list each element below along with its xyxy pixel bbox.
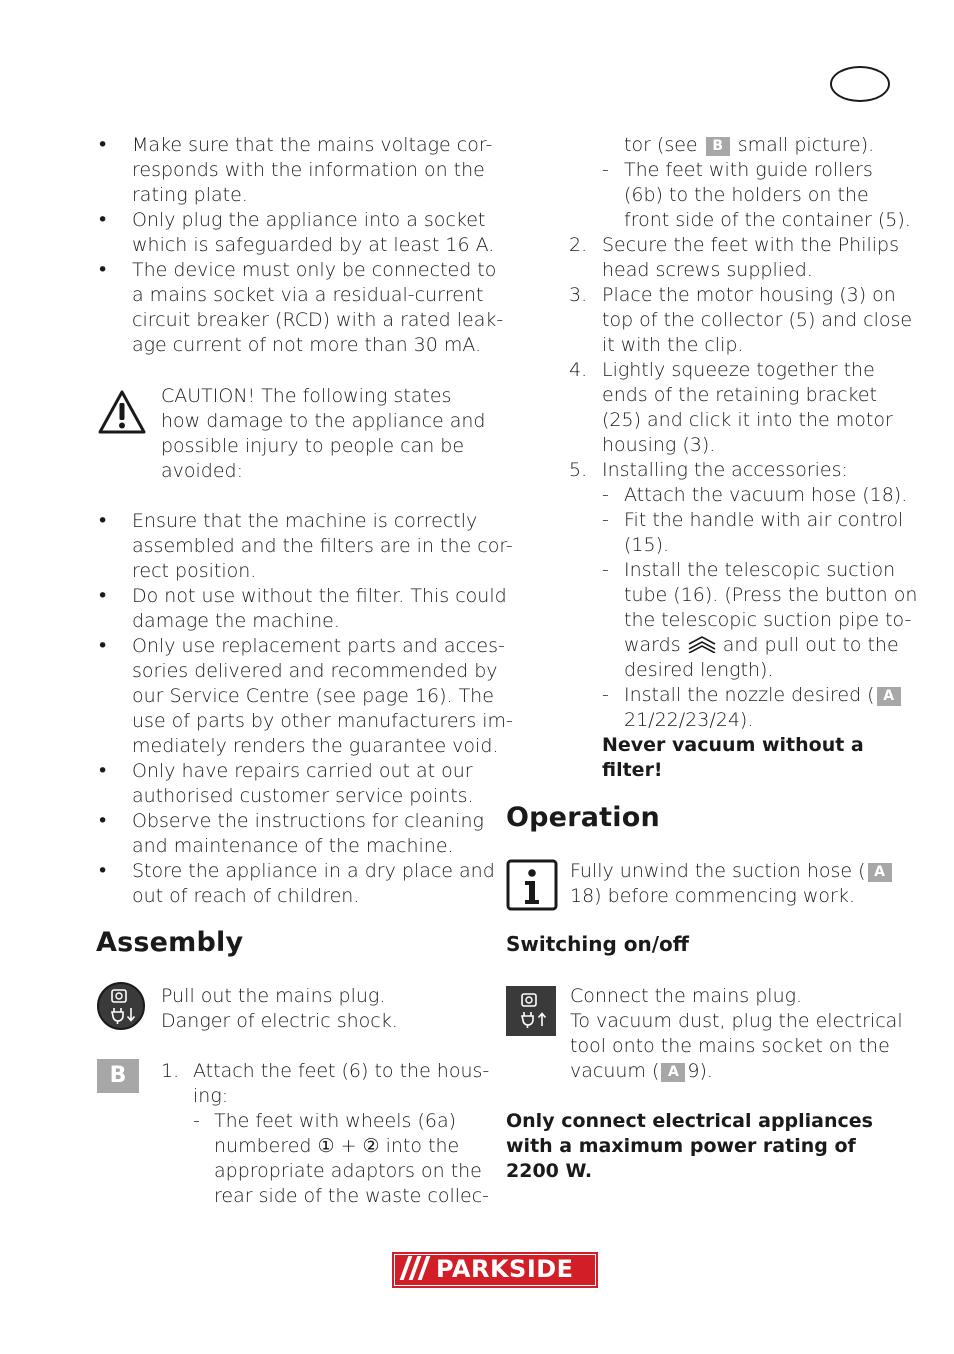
- text-fragment: vacuum (: [570, 1060, 660, 1082]
- brand-name: PARKSIDE: [436, 1255, 574, 1283]
- assembly-heading: Assembly: [96, 927, 244, 958]
- text-fragment: small picture).: [737, 134, 875, 156]
- warning-triangle-icon: [97, 389, 147, 435]
- text-fragment: Fully unwind the suction hose (: [570, 860, 866, 882]
- connect-line: Connect the mains plug.: [570, 985, 803, 1007]
- list-item-line: assembled and the filters are in the cor-: [132, 535, 513, 557]
- sub-dash: -: [602, 559, 609, 581]
- step-line: Attach the feet (6) to the hous-: [193, 1060, 490, 1082]
- step-line: Secure the feet with the Philips: [602, 234, 900, 256]
- step-line: (25) and click it into the motor: [602, 409, 893, 431]
- connect-line: [570, 1059, 713, 1084]
- bullet-dot: •: [97, 860, 109, 882]
- list-item-line: mediately renders the guarantee void.: [132, 735, 499, 757]
- sub-step-line: rear side of the waste collec-: [214, 1185, 489, 1207]
- sub-step-line: (6b) to the holders on the: [624, 184, 869, 206]
- language-indicator: [830, 66, 890, 102]
- plug-in-icon: [506, 986, 556, 1036]
- info-line: [570, 859, 894, 884]
- list-item-line: Make sure that the mains voltage cor-: [132, 134, 493, 156]
- sub-step-line: Install the telescopic suction: [624, 559, 896, 581]
- list-item-line: and maintenance of the machine.: [132, 835, 454, 857]
- list-item-line: Observe the instructions for cleaning: [132, 810, 484, 832]
- sub-step-line: appropriate adaptors on the: [214, 1160, 482, 1182]
- list-item-line: authorised customer service points.: [132, 785, 474, 807]
- list-item-line: our Service Centre (see page 16). The: [132, 685, 494, 707]
- power-note-line: Only connect electrical appliances: [506, 1110, 873, 1132]
- list-item-line: Only plug the appliance into a socket: [132, 209, 486, 231]
- parkside-logo: [392, 1252, 598, 1288]
- warning-line: filter!: [602, 759, 663, 781]
- list-item-line: a mains socket via a residual-current: [132, 284, 484, 306]
- list-item-line: Store the appliance in a dry place and: [132, 860, 495, 882]
- step-number: 1.: [161, 1060, 180, 1082]
- step-line: Installing the accessories:: [602, 459, 848, 481]
- list-item-line: damage the machine.: [132, 610, 340, 632]
- sub-step-line: Attach the vacuum hose (18).: [624, 484, 908, 506]
- list-item-line: which is safeguarded by at least 16 A.: [132, 234, 495, 256]
- sub-dash: -: [602, 484, 609, 506]
- sub-step-line: Fit the handle with air control: [624, 509, 904, 531]
- switching-heading: Switching on/off: [506, 932, 689, 956]
- list-item-line: use of parts by other manufacturers im-: [132, 710, 513, 732]
- step-line: ends of the retaining bracket: [602, 384, 877, 406]
- list-item-line: Only have repairs carried out at our: [132, 760, 473, 782]
- power-note-line: with a maximum power rating of: [506, 1135, 856, 1157]
- step-line: housing (3).: [602, 434, 716, 456]
- sub-step-line: the telescopic suction pipe to-: [624, 609, 912, 631]
- warning-line: Never vacuum without a: [602, 734, 864, 756]
- step-line: Place the motor housing (3) on: [602, 284, 896, 306]
- caution-line: CAUTION! The following states: [161, 385, 452, 407]
- sub-step-line: The feet with wheels (6a): [214, 1110, 457, 1132]
- list-item-line: The device must only be connected to: [132, 259, 497, 281]
- unplug-note-line: Danger of electric shock.: [161, 1010, 398, 1032]
- step-line: Lightly squeeze together the: [602, 359, 875, 381]
- sub-step-line: [624, 633, 899, 658]
- list-item-line: rect position.: [132, 560, 257, 582]
- unplug-note-line: Pull out the mains plug.: [161, 985, 386, 1007]
- bullet-dot: •: [97, 134, 109, 156]
- unplug-icon: [96, 981, 146, 1031]
- power-note-line: 2200 W.: [506, 1160, 593, 1182]
- bullet-dot: •: [97, 259, 109, 281]
- connect-line: tool onto the mains socket on the: [570, 1035, 890, 1057]
- sub-dash: -: [602, 509, 609, 531]
- caution-line: avoided:: [161, 460, 244, 482]
- text-fragment: tor (see: [624, 134, 698, 156]
- step-line: ing:: [193, 1085, 229, 1107]
- sub-step-line: The feet with guide rollers: [624, 159, 873, 181]
- bullet-dot: •: [97, 635, 109, 657]
- list-item-line: out of reach of children.: [132, 885, 360, 907]
- bullet-dot: •: [97, 810, 109, 832]
- bullet-dot: •: [97, 510, 109, 532]
- figure-a-badge: A: [661, 1063, 685, 1082]
- sub-step-line: [624, 683, 903, 708]
- step-number: 5.: [569, 459, 588, 481]
- list-item-line: sories delivered and recommended by: [132, 660, 498, 682]
- operation-heading: Operation: [506, 802, 660, 833]
- bullet-dot: •: [97, 760, 109, 782]
- sub-dash: -: [602, 159, 609, 181]
- caution-line: how damage to the appliance and: [161, 410, 486, 432]
- list-item-line: Only use replacement parts and acces-: [132, 635, 505, 657]
- step-line: top of the collector (5) and close: [602, 309, 913, 331]
- step-number: 3.: [569, 284, 588, 306]
- sub-step-line: 21/22/23/24).: [624, 709, 754, 731]
- text-fragment: Install the nozzle desired (: [624, 684, 875, 706]
- figure-a-badge: A: [868, 863, 892, 882]
- step-number: 4.: [569, 359, 588, 381]
- sub-step-line: tube (16). (Press the button on: [624, 584, 918, 606]
- list-item-line: Do not use without the filter. This could: [132, 585, 507, 607]
- list-item-line: Ensure that the machine is correctly: [132, 510, 478, 532]
- info-line: 18) before commencing work.: [570, 885, 855, 907]
- sub-step-line: [624, 133, 874, 158]
- figure-a-badge: A: [877, 687, 901, 706]
- bullet-dot: •: [97, 585, 109, 607]
- info-icon: [506, 859, 558, 911]
- text-fragment: wards: [624, 634, 681, 656]
- figure-b-badge: B: [97, 1059, 139, 1093]
- sub-step-line: front side of the container (5).: [624, 209, 911, 231]
- list-item-line: responds with the information on the: [132, 159, 485, 181]
- text-fragment: and pull out to the: [722, 634, 899, 656]
- step-line: it with the clip.: [602, 334, 744, 356]
- double-chevron-up-icon: [687, 635, 717, 653]
- sub-dash: -: [602, 684, 609, 706]
- figure-b-badge: B: [706, 137, 730, 156]
- connect-line: To vacuum dust, plug the electrical: [570, 1010, 903, 1032]
- step-number: 2.: [569, 234, 588, 256]
- list-item-line: circuit breaker (RCD) with a rated leak-: [132, 309, 504, 331]
- sub-step-line: numbered ① + ② into the: [214, 1135, 460, 1157]
- caution-line: possible injury to people can be: [161, 435, 465, 457]
- text-fragment: 9).: [687, 1060, 713, 1082]
- list-item-line: age current of not more than 30 mA.: [132, 334, 482, 356]
- sub-dash: -: [193, 1110, 200, 1132]
- step-line: head screws supplied.: [602, 259, 813, 281]
- sub-step-line: desired length).: [624, 659, 774, 681]
- sub-step-line: (15).: [624, 534, 670, 556]
- list-item-line: rating plate.: [132, 184, 248, 206]
- bullet-dot: •: [97, 209, 109, 231]
